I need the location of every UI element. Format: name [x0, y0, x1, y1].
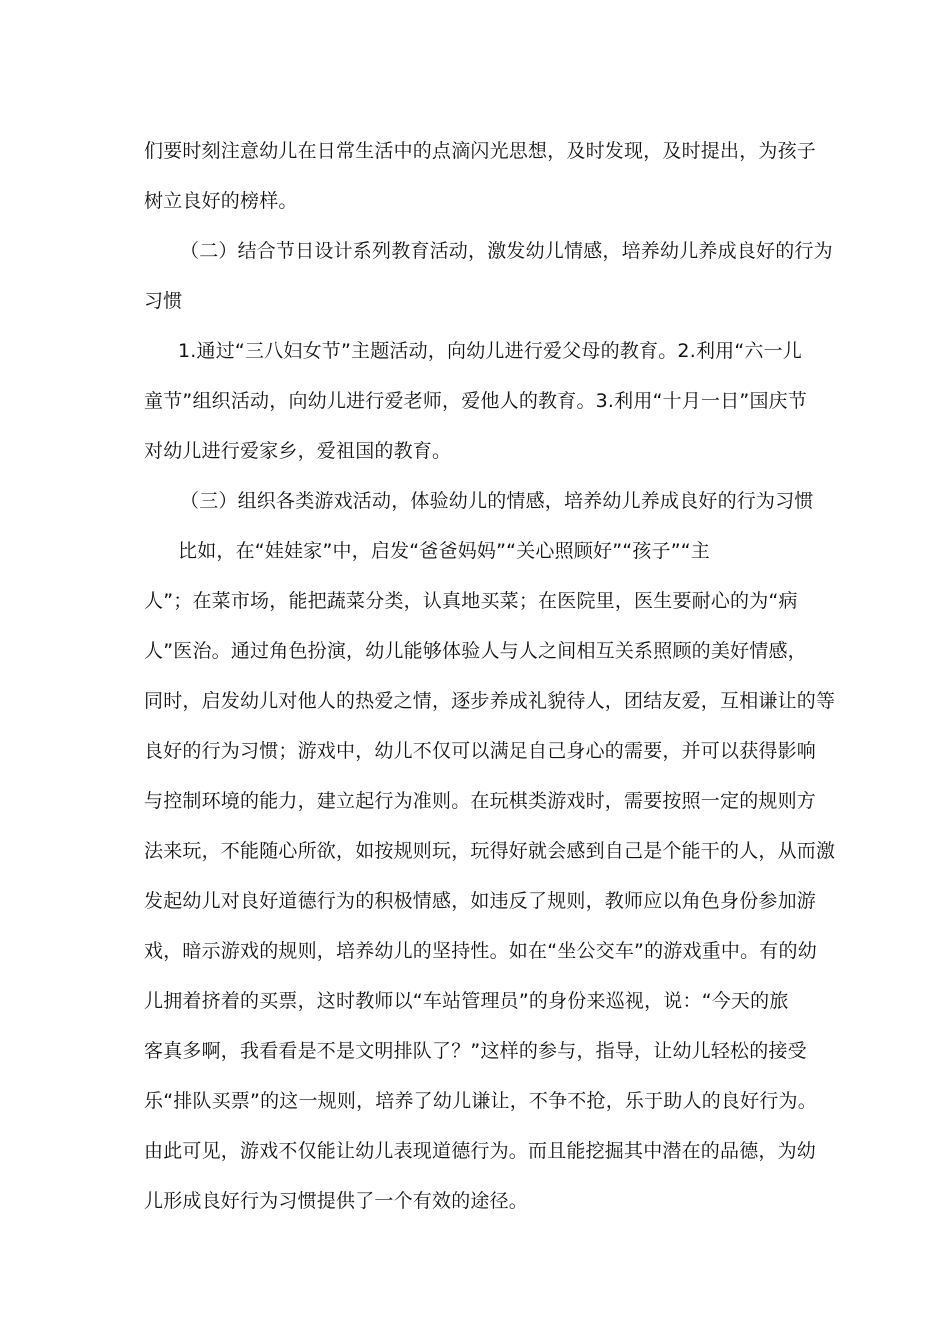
- text-line: 良好的行为习惯；游戏中，幼儿不仅可以满足自己身心的需要，并可以获得影响: [144, 740, 817, 762]
- text-line: 们要时刻注意幼儿在日常生活中的点滴闪光思想，及时发现，及时提出，为孩子: [144, 140, 817, 162]
- text-line: 与控制环境的能力，建立起行为准则。在玩棋类游戏时，需要按照一定的规则方: [144, 790, 817, 812]
- text-line: 发起幼儿对良好道德行为的积极情感，如违反了规则，教师应以角色身份参加游: [144, 890, 817, 912]
- text-line: 对幼儿进行爱家乡，爱祖国的教育。: [144, 440, 452, 462]
- section-heading-line: 习惯: [144, 290, 183, 312]
- text-line: 童节”组织活动，向幼儿进行爱老师，爱他人的教育。3.利用“十月一日”国庆节: [144, 390, 808, 412]
- text-line: 儿形成良好行为习惯提供了一个有效的途径。: [144, 1190, 529, 1212]
- text-line: 戏，暗示游戏的规则，培养幼儿的坚持性。如在“坐公交车”的游戏重中。有的幼: [144, 940, 817, 962]
- text-line: 树立良好的榜样。: [144, 190, 298, 212]
- text-line: 乐“排队买票”的这一规则，培养了幼儿谦让，不争不抢，乐于助人的良好行为。: [144, 1090, 817, 1112]
- body-text: [144, 126, 836, 1226]
- text-line: 比如，在“娃娃家”中，启发“爸爸妈妈”“关心照顾好”“孩子”“主: [178, 540, 710, 562]
- text-line: 由此可见，游戏不仅能让幼儿表现道德行为。而且能挖掘其中潜在的品德，为幼: [144, 1140, 817, 1162]
- text-line: 同时，启发幼儿对他人的热爱之情，逐步养成礼貌待人，团结友爱，互相谦让的等: [144, 690, 836, 712]
- text-line: 人”；在菜市场，能把蔬菜分类，认真地买菜；在医院里，医生要耐心的为“病: [144, 590, 798, 612]
- text-line: 客真多啊，我看看是不是文明排队了？”这样的参与，指导，让幼儿轻松的接受: [144, 1040, 807, 1062]
- section-heading-line: （二）结合节日设计系列教育活动，激发幼儿情感，培养幼儿养成良好的行为: [180, 240, 833, 262]
- text-line: 儿拥着挤着的买票，这时教师以“车站管理员”的身份来巡视，说：“今天的旅: [144, 990, 789, 1012]
- section-heading-line: （三）组织各类游戏活动，体验幼儿的情感，培养幼儿养成良好的行为习惯: [180, 490, 814, 512]
- text-line: 法来玩，不能随心所欲，如按规则玩，玩得好就会感到自己是个能干的人，从而激: [144, 840, 836, 862]
- text-line: 人”医治。通过角色扮演，幼儿能够体验人与人之间相互关系照顾的美好情感，: [144, 640, 807, 662]
- text-line: 1.通过“三八妇女节”主题活动，向幼儿进行爱父母的教育。2.利用“六一儿: [178, 340, 802, 362]
